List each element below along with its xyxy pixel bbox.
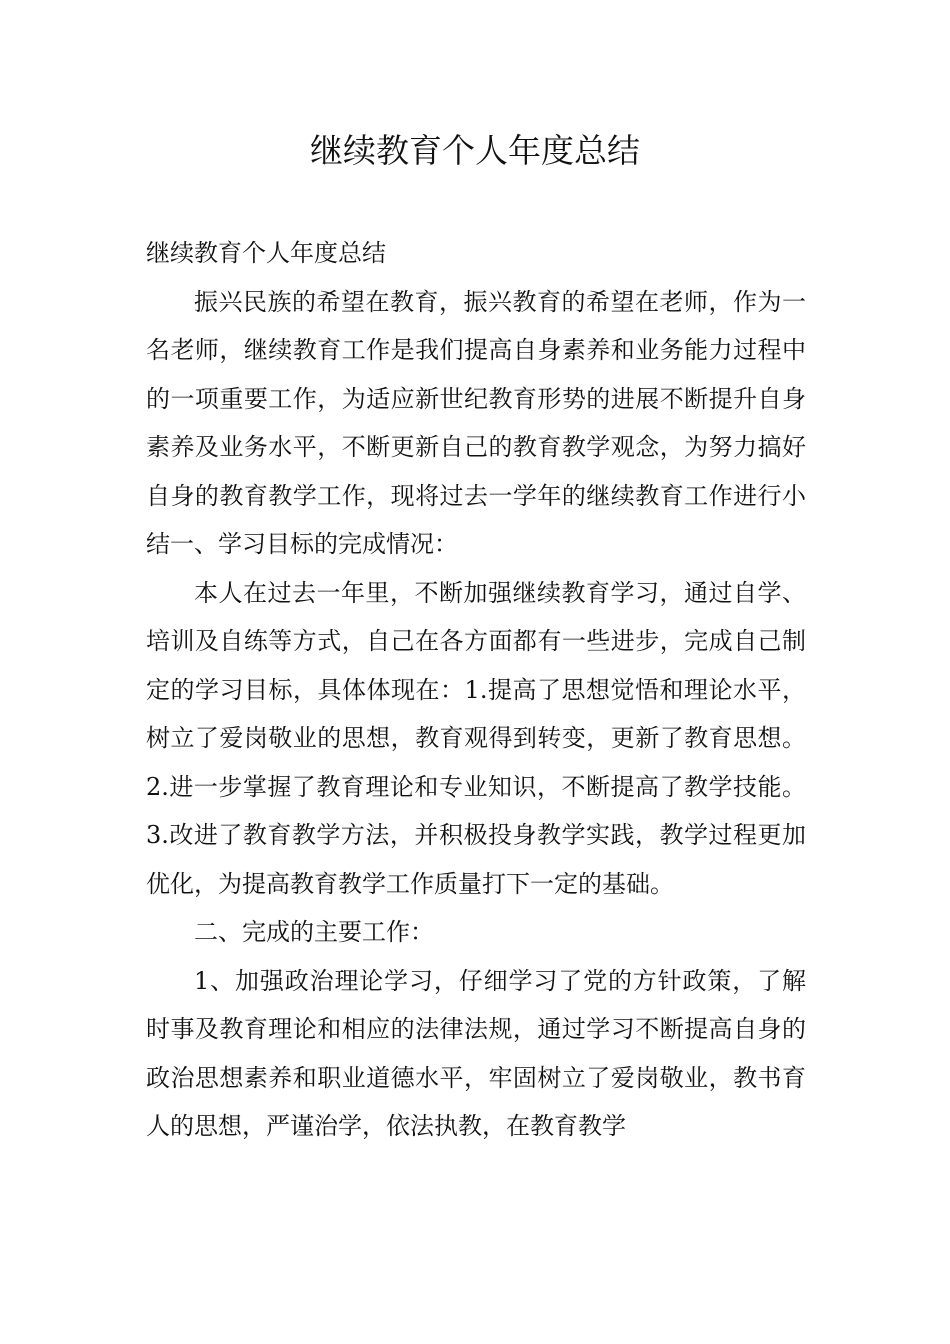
paragraph-heading: 继续教育个人年度总结 <box>146 239 386 267</box>
paragraph-learning-goals: 本人在过去一年里，不断加强继续教育学习，通过自学、培训及自练等方式，自己在各方面都有一些进步，完成自己制定的学习目标，具体体现在：1.提高了思想觉悟和理论水平，树立了爱岗敬业的思想，教育观得到转变，更新了教育思想。2.进一步掌握了教育理论和专业知识，不断提高了教学技能。3.改进了教育教学方法，并积极投身教学实践，教学过程更加优化，为提高教育教学工作质量打下一定的基础。 <box>146 578 806 898</box>
paragraph-intro: 振兴民族的希望在教育，振兴教育的希望在老师，作为一名老师，继续教育工作是我们提高自身素养和业务能力过程中的一项重要工作，为适应新世纪教育形势的进展不断提升自身素养及业务水平，不断更新自己的教育教学观念，为努力搞好自身的教育教学工作，现将过去一学年的继续教育工作进行小结一、学习目标的完成情况： <box>146 287 806 558</box>
document-title: 继续教育个人年度总结 <box>310 131 640 170</box>
paragraph-section-two-heading: 二、完成的主要工作： <box>194 918 434 946</box>
document-body <box>146 229 806 1151</box>
paragraph-political-study: 1、加强政治理论学习，仔细学习了党的方针政策，了解时事及教育理论和相应的法律法规，通过学习不断提高自身的政治思想素养和职业道德水平，牢固树立了爱岗敬业，教书育人的思想，严谨治学，依法执教，在教育教学 <box>146 966 806 1140</box>
